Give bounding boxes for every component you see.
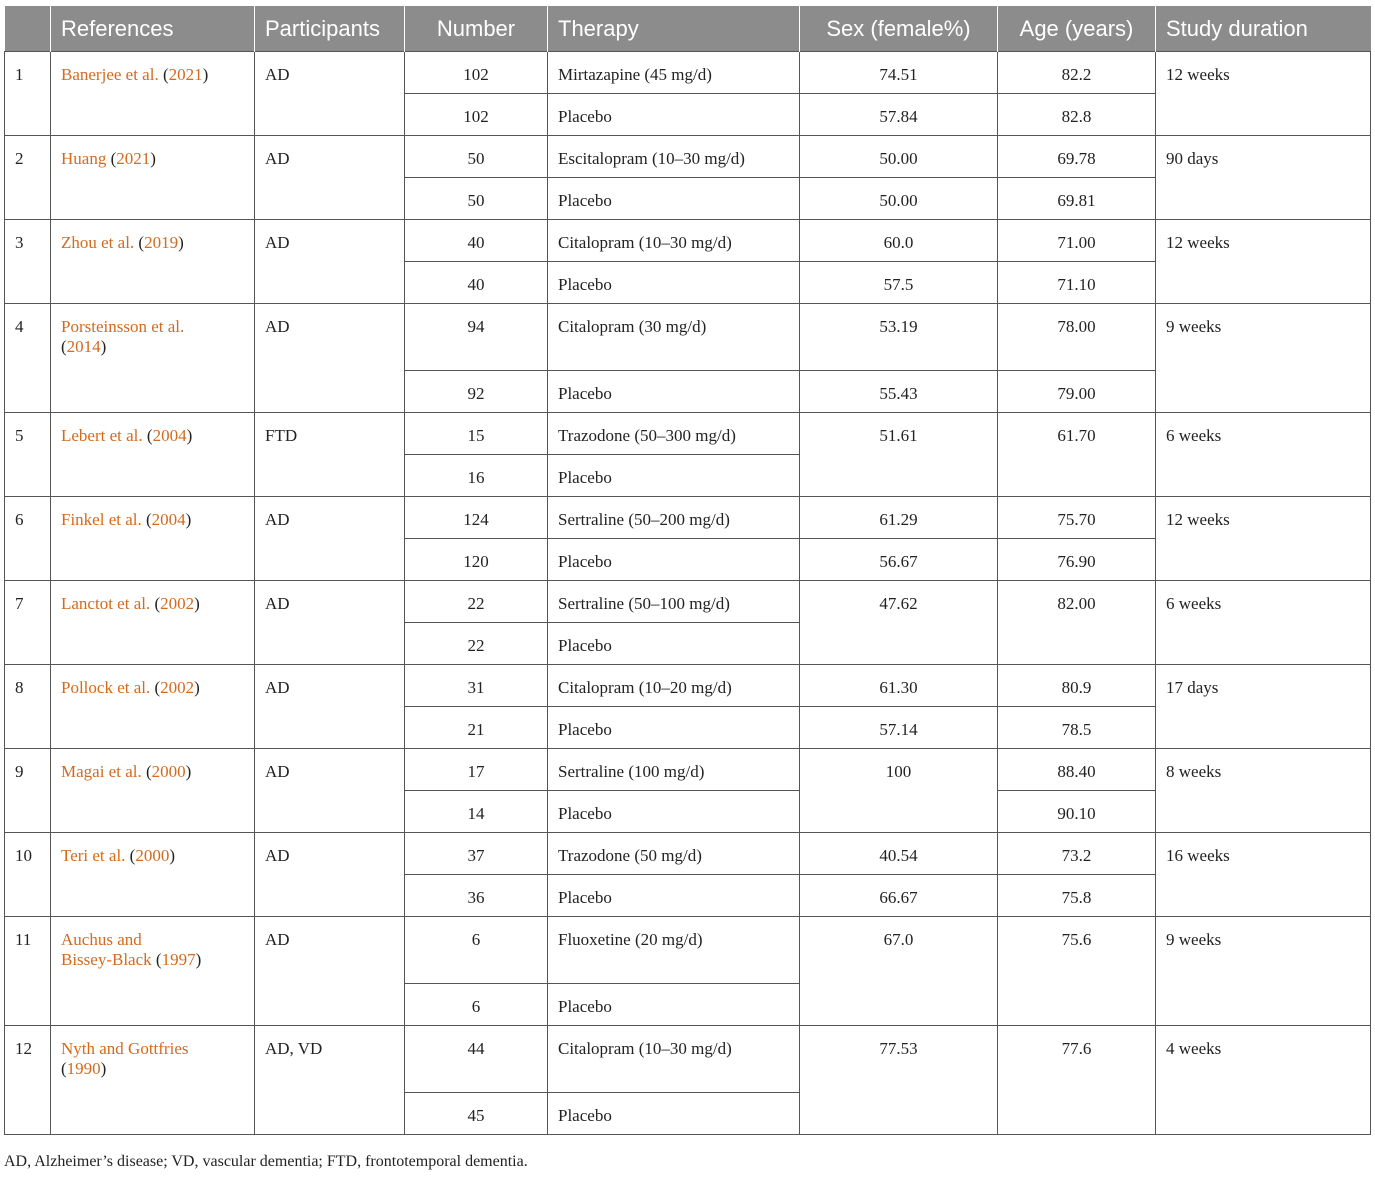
therapy-cell: Placebo	[548, 623, 800, 665]
therapy-cell: Citalopram (10–20 mg/d)	[548, 665, 800, 707]
sex-cell: 77.53	[800, 1026, 998, 1135]
reference-link[interactable]: Teri et al.	[61, 846, 126, 865]
sex-cell: 67.0	[800, 917, 998, 1026]
sex-cell: 60.0	[800, 220, 998, 262]
reference-cell: Magai et al. (2000)	[51, 749, 255, 833]
reference-year-link[interactable]: 1990	[66, 1059, 101, 1078]
participants-cell: AD	[255, 749, 405, 833]
table-footnote: AD, Alzheimer’s disease; VD, vascular dementia; FTD, frontotemporal dementia.	[4, 1153, 528, 1170]
reference-cell: Porsteinsson et al. (2014)	[51, 304, 255, 413]
number-cell: 40	[405, 220, 548, 262]
therapy-cell: Sertraline (100 mg/d)	[548, 749, 800, 791]
participants-cell: AD	[255, 497, 405, 581]
therapy-cell: Fluoxetine (20 mg/d)	[548, 917, 800, 984]
duration-cell: 12 weeks	[1156, 220, 1371, 304]
header-references: References	[51, 6, 255, 52]
age-cell: 78.5	[998, 707, 1156, 749]
sex-cell: 47.62	[800, 581, 998, 665]
row-index: 1	[5, 52, 51, 136]
reference-cell: Auchus and Bissey-Black (1997)	[51, 917, 255, 1026]
sex-cell: 55.43	[800, 371, 998, 413]
reference-year-link[interactable]: 2000	[151, 762, 186, 781]
therapy-cell: Placebo	[548, 178, 800, 220]
age-cell: 76.90	[998, 539, 1156, 581]
therapy-cell: Citalopram (10–30 mg/d)	[548, 220, 800, 262]
number-cell: 92	[405, 371, 548, 413]
reference-link[interactable]: Lebert et al.	[61, 426, 143, 445]
number-cell: 102	[405, 94, 548, 136]
therapy-cell: Placebo	[548, 791, 800, 833]
header-therapy: Therapy	[548, 6, 800, 52]
table-row	[5, 413, 1371, 455]
number-cell: 94	[405, 304, 548, 371]
reference-cell: Nyth and Gottfries (1990)	[51, 1026, 255, 1135]
age-cell: 82.00	[998, 581, 1156, 665]
header-number: Number	[405, 6, 548, 52]
table-row	[5, 917, 1371, 984]
therapy-cell: Placebo	[548, 455, 800, 497]
sex-cell: 53.19	[800, 304, 998, 371]
number-cell: 102	[405, 52, 548, 94]
age-cell: 69.81	[998, 178, 1156, 220]
number-cell: 36	[405, 875, 548, 917]
participants-cell: AD	[255, 52, 405, 136]
therapy-cell: Placebo	[548, 262, 800, 304]
therapy-cell: Placebo	[548, 984, 800, 1026]
reference-cell: Lebert et al. (2004)	[51, 413, 255, 497]
number-cell: 45	[405, 1093, 548, 1135]
reference-link[interactable]: Lanctot et al.	[61, 594, 151, 613]
row-index: 9	[5, 749, 51, 833]
number-cell: 22	[405, 623, 548, 665]
duration-cell: 17 days	[1156, 665, 1371, 749]
therapy-cell: Sertraline (50–200 mg/d)	[548, 497, 800, 539]
reference-cell: Pollock et al. (2002)	[51, 665, 255, 749]
age-cell: 78.00	[998, 304, 1156, 371]
duration-cell: 4 weeks	[1156, 1026, 1371, 1135]
participants-cell: AD	[255, 304, 405, 413]
sex-cell: 40.54	[800, 833, 998, 875]
sex-cell: 50.00	[800, 178, 998, 220]
table-row	[5, 52, 1371, 94]
reference-link[interactable]: Zhou et al.	[61, 233, 135, 252]
sex-cell: 56.67	[800, 539, 998, 581]
table-row	[5, 833, 1371, 875]
participants-cell: AD	[255, 833, 405, 917]
header-index	[5, 6, 51, 52]
therapy-cell: Sertraline (50–100 mg/d)	[548, 581, 800, 623]
age-cell: 75.70	[998, 497, 1156, 539]
reference-cell: Zhou et al. (2019)	[51, 220, 255, 304]
therapy-cell: Placebo	[548, 539, 800, 581]
reference-year-link[interactable]: 2019	[144, 233, 179, 252]
reference-year-link[interactable]: 2004	[151, 510, 186, 529]
reference-link[interactable]: Banerjee et al.	[61, 65, 159, 84]
therapy-cell: Citalopram (30 mg/d)	[548, 304, 800, 371]
row-index: 5	[5, 413, 51, 497]
participants-cell: AD	[255, 220, 405, 304]
reference-year-link[interactable]: 2014	[66, 337, 101, 356]
participants-cell: FTD	[255, 413, 405, 497]
number-cell: 31	[405, 665, 548, 707]
sex-cell: 61.30	[800, 665, 998, 707]
age-cell: 82.8	[998, 94, 1156, 136]
reference-year-link[interactable]: 1997	[161, 950, 196, 969]
number-cell: 14	[405, 791, 548, 833]
number-cell: 40	[405, 262, 548, 304]
number-cell: 17	[405, 749, 548, 791]
participants-cell: AD	[255, 917, 405, 1026]
reference-cell: Banerjee et al. (2021)	[51, 52, 255, 136]
reference-link[interactable]: Finkel et al.	[61, 510, 142, 529]
header-row	[5, 6, 1371, 52]
reference-cell: Finkel et al. (2004)	[51, 497, 255, 581]
table-row	[5, 497, 1371, 539]
reference-year-link[interactable]: 2021	[116, 149, 151, 168]
table-row	[5, 304, 1371, 371]
age-cell: 90.10	[998, 791, 1156, 833]
age-cell: 88.40	[998, 749, 1156, 791]
duration-cell: 12 weeks	[1156, 497, 1371, 581]
reference-cell: Lanctot et al. (2002)	[51, 581, 255, 665]
number-cell: 120	[405, 539, 548, 581]
duration-cell: 16 weeks	[1156, 833, 1371, 917]
age-cell: 71.00	[998, 220, 1156, 262]
row-index: 3	[5, 220, 51, 304]
reference-year-link[interactable]: 2021	[168, 65, 203, 84]
table-row	[5, 581, 1371, 623]
therapy-cell: Trazodone (50–300 mg/d)	[548, 413, 800, 455]
reference-year-link[interactable]: 2000	[135, 846, 170, 865]
row-index: 4	[5, 304, 51, 413]
duration-cell: 8 weeks	[1156, 749, 1371, 833]
participants-cell: AD	[255, 581, 405, 665]
reference-link[interactable]: Magai et al.	[61, 762, 142, 781]
sex-cell: 100	[800, 749, 998, 833]
sex-cell: 51.61	[800, 413, 998, 497]
therapy-cell: Placebo	[548, 371, 800, 413]
number-cell: 50	[405, 178, 548, 220]
studies-table	[4, 6, 1371, 1135]
row-index: 12	[5, 1026, 51, 1135]
row-index: 2	[5, 136, 51, 220]
reference-year-link[interactable]: 2002	[160, 678, 195, 697]
row-index: 6	[5, 497, 51, 581]
table-row	[5, 749, 1371, 791]
participants-cell: AD	[255, 136, 405, 220]
reference-link[interactable]: Nyth and Gottfries	[61, 1039, 189, 1058]
sex-cell: 57.84	[800, 94, 998, 136]
duration-cell: 9 weeks	[1156, 917, 1371, 1026]
number-cell: 44	[405, 1026, 548, 1093]
row-index: 7	[5, 581, 51, 665]
sex-cell: 57.5	[800, 262, 998, 304]
row-index: 8	[5, 665, 51, 749]
age-cell: 73.2	[998, 833, 1156, 875]
age-cell: 71.10	[998, 262, 1156, 304]
row-index: 11	[5, 917, 51, 1026]
table-row	[5, 136, 1371, 178]
number-cell: 6	[405, 917, 548, 984]
therapy-cell: Placebo	[548, 707, 800, 749]
therapy-cell: Citalopram (10–30 mg/d)	[548, 1026, 800, 1093]
table-row	[5, 1026, 1371, 1093]
reference-cell: Huang (2021)	[51, 136, 255, 220]
therapy-cell: Escitalopram (10–30 mg/d)	[548, 136, 800, 178]
duration-cell: 9 weeks	[1156, 304, 1371, 413]
number-cell: 15	[405, 413, 548, 455]
duration-cell: 6 weeks	[1156, 413, 1371, 497]
therapy-cell: Mirtazapine (45 mg/d)	[548, 52, 800, 94]
age-cell: 69.78	[998, 136, 1156, 178]
participants-cell: AD, VD	[255, 1026, 405, 1135]
sex-cell: 57.14	[800, 707, 998, 749]
age-cell: 80.9	[998, 665, 1156, 707]
age-cell: 79.00	[998, 371, 1156, 413]
reference-link-cont[interactable]: Bissey-Black	[61, 950, 152, 969]
age-cell: 61.70	[998, 413, 1156, 497]
reference-link[interactable]: Auchus and	[61, 930, 142, 949]
duration-cell: 6 weeks	[1156, 581, 1371, 665]
therapy-cell: Placebo	[548, 94, 800, 136]
table-row	[5, 665, 1371, 707]
number-cell: 21	[405, 707, 548, 749]
age-cell: 77.6	[998, 1026, 1156, 1135]
age-cell: 75.8	[998, 875, 1156, 917]
number-cell: 6	[405, 984, 548, 1026]
therapy-cell: Trazodone (50 mg/d)	[548, 833, 800, 875]
reference-link[interactable]: Pollock et al.	[61, 678, 151, 697]
duration-cell: 12 weeks	[1156, 52, 1371, 136]
header-participants: Participants	[255, 6, 405, 52]
reference-year-link[interactable]: 2002	[160, 594, 195, 613]
duration-cell: 90 days	[1156, 136, 1371, 220]
participants-cell: AD	[255, 665, 405, 749]
number-cell: 37	[405, 833, 548, 875]
sex-cell: 74.51	[800, 52, 998, 94]
table-row	[5, 220, 1371, 262]
number-cell: 124	[405, 497, 548, 539]
age-cell: 82.2	[998, 52, 1156, 94]
header-sex: Sex (female%)	[800, 6, 998, 52]
sex-cell: 50.00	[800, 136, 998, 178]
reference-cell: Teri et al. (2000)	[51, 833, 255, 917]
reference-year-link[interactable]: 2004	[152, 426, 187, 445]
reference-link[interactable]: Porsteinsson et al.	[61, 317, 185, 336]
reference-link[interactable]: Huang	[61, 149, 107, 168]
therapy-cell: Placebo	[548, 1093, 800, 1135]
sex-cell: 66.67	[800, 875, 998, 917]
row-index: 10	[5, 833, 51, 917]
number-cell: 16	[405, 455, 548, 497]
sex-cell: 61.29	[800, 497, 998, 539]
number-cell: 50	[405, 136, 548, 178]
number-cell: 22	[405, 581, 548, 623]
age-cell: 75.6	[998, 917, 1156, 1026]
therapy-cell: Placebo	[548, 875, 800, 917]
header-duration: Study duration	[1156, 6, 1371, 52]
header-age: Age (years)	[998, 6, 1156, 52]
